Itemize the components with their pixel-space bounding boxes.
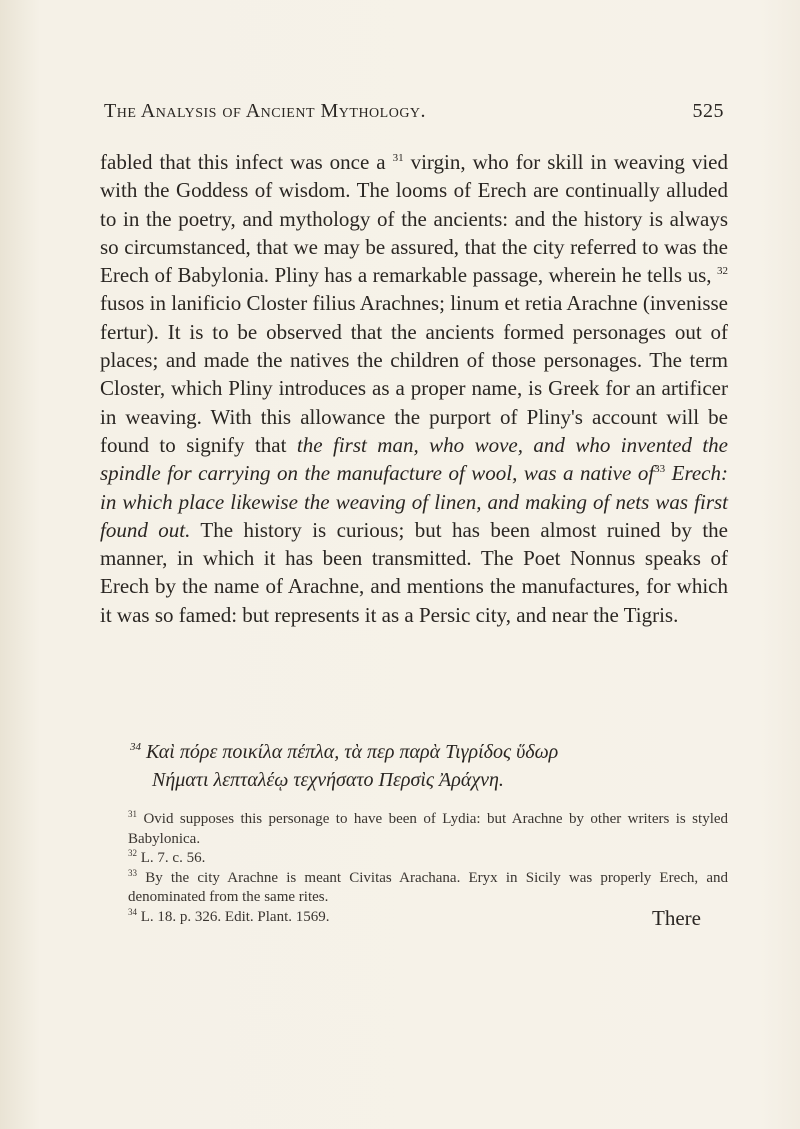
footnote-text: L. 7. c. 56.	[140, 850, 206, 867]
greek-line-1: $^{34}$ Καὶ πόρε ποικίλα πέπλα, τὰ περ παρὰ Τιγρίδος ὕδωρ	[130, 741, 559, 763]
main-text	[100, 148, 728, 629]
text-segment: The history is curious; but has been almost ruined by the manner, in which it has been transmitted. The Poet Nonnus speaks of Erech by the name of Arachne, and mentions the manufactures, for which it was so famed: but represents it as a Persic city, and near the Tigris.	[100, 517, 728, 627]
italic-passage: the first man, who wove, and who invented the spindle for carrying on the manufacture of wool, was a native of	[100, 432, 729, 486]
footnote-number: 31	[128, 809, 137, 819]
footnote	[128, 849, 728, 869]
text-segment: fusos in lanificio Closter filius Arachnes; linum et retia Arachne (invenisse fertur). It is to be observed that the ancients formed personages out of places; and made the natives the children of those personages. The term Closter, which Pliny introduces as a proper name, is Greek for an artificer in weaving. With this allowance the purport of Pliny's account will be found to signify that	[100, 291, 728, 457]
footnote	[128, 869, 728, 908]
running-title: The Analysis of Ancient Mythology.	[104, 100, 427, 122]
footnote-ref-32: 32	[717, 265, 728, 278]
text-segment: virgin, who for skill in weaving vied with the Goddess of wisdom. The looms of Erech are continually alluded to in the poetry, and mythology of the ancients: and the history is always so circumstanced, that we may be assured, that the city referred to was the Erech of Babylonia. Pliny has a remarkable passage, wherein he tells us,	[100, 150, 728, 288]
footnote-number: 34	[128, 906, 137, 917]
footnotes	[128, 810, 728, 928]
running-header	[104, 100, 724, 130]
greek-line-2: Νήματι λεπταλέῳ τεχνήσατο Περσὶς Ἀράχνη.	[152, 769, 504, 791]
footnote-text: By the city Arachne is meant Civitas Arachana. Eryx in Sicily was properly Erech, and denominated from the same rites.	[128, 869, 728, 906]
footnote	[128, 908, 728, 928]
footnote-number: 33	[128, 867, 137, 878]
footnote-number: 32	[128, 848, 137, 859]
body-paragraph	[100, 148, 728, 629]
footnote-ref-34: 34	[130, 741, 141, 753]
text-segment: fabled that this infect was once a	[100, 150, 393, 174]
footnote-ref-33: 33	[654, 463, 666, 476]
page-number: 525	[692, 100, 724, 122]
greek-quotation	[130, 738, 728, 794]
italic-passage: Erech: in which place likewise the weaving of linen, and making of nets was first found out.	[100, 461, 729, 542]
footnote-ref-31: 31	[392, 152, 404, 164]
catchword: There	[652, 906, 701, 930]
footnote-text: Ovid supposes this personage to have been of Lydia: but Arachne by other writers is styled Babylonica.	[128, 811, 729, 847]
footnote	[128, 810, 728, 849]
footnote-text: L. 18. p. 326. Edit. Plant. 1569.	[140, 908, 330, 925]
